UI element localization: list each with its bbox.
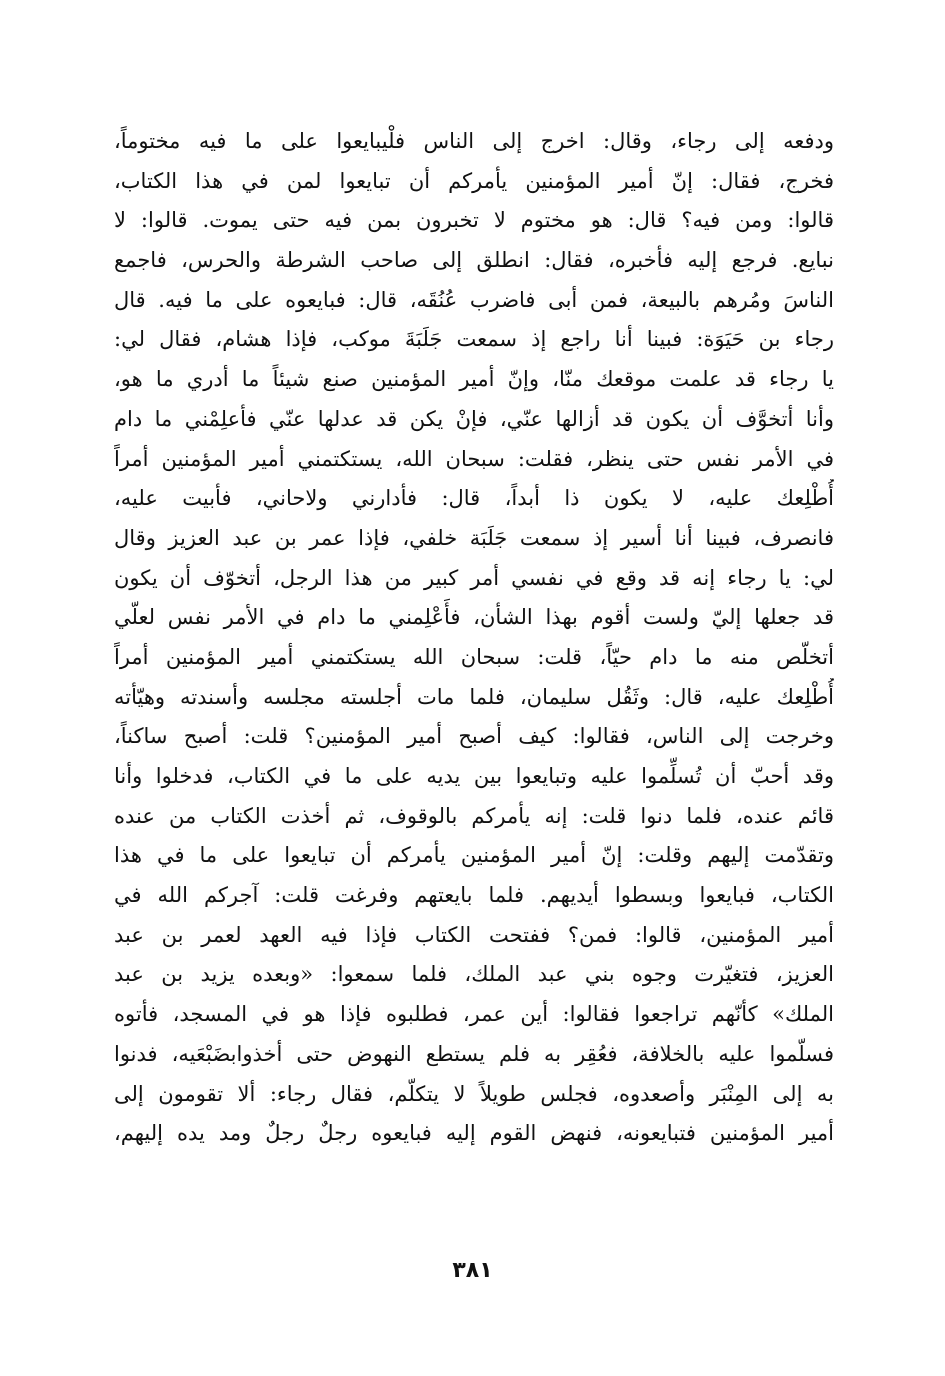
text-line-12: لي: يا رجاء إنه قد وقع في نفسي أمر كبير من هذا الرجل، أتخوّف أن يكون [114, 565, 834, 590]
text-line-1: ودفعه إلى رجاء، وقال: اخرج إلى الناس فلْيبايعوا على ما فيه مختوماً، [114, 129, 834, 153]
text-line-11: فانصرف، فبينا أنا أسير إذ سمعت جَلَبَة خلفي، فإذا عمر بن عبد العزيز وقال [114, 525, 834, 550]
text-line-4: نبايع. فرجع إليه فأخبره، فقال: انطلق إلى صاحب الشرطة والحرس، فاجمع [114, 248, 834, 273]
text-line-23: الملك» كأنّهم تراجعوا فقالوا: أين عمر، فطلبوه فإذا هو في المسجد، فأتوه [114, 1002, 834, 1027]
text-line-6: رجاء بن حَيَوَة: فبينا أنا راجع إذ سمعت جَلَبَةَ موكب، فإذا هشام، فقال لي: [114, 327, 834, 352]
text-line-22: العزيز، فتغيّرت وجوه بني عبد الملك، فلما سمعوا: «وبعده يزيد بن عبد [114, 962, 834, 987]
text-line-13: قد جعلها إليّ ولست أقوم بهذا الشأن، فأَعْلِمني ما دام في الأمر نفس لعلّي [114, 605, 834, 630]
text-line-26: أمير المؤمنين فتبايعونه، فنهض القوم إليه فبايعوه رجلٌ رجلٌ ومد يده إليهم، [114, 1121, 834, 1146]
text-line-24: فسلّموا عليه بالخلافة، فعُقِر به فلم يستطع النهوض حتى أخذوابضَبْعَيه، فدنوا [114, 1041, 834, 1066]
text-line-5: الناسَ ومُرهم بالبيعة، فمن أبى فاضرب عُنُقَه، قال: فبايعوه على ما فيه. قال [114, 287, 834, 312]
text-line-14: أتخلّص منه ما دام حيّاً، قلت: سبحان الله يستكتمني أمير المؤمنين أمراً [114, 644, 834, 669]
text-line-10: أُطْلِعك عليه، لا يكون ذا أبداً، قال: فأدارني ولاحاني، فأبيت عليه، [114, 486, 834, 511]
text-line-16: وخرجت إلى الناس، فقالوا: كيف أصبح أمير المؤمنين؟ قلت: أصبح ساكناً، [114, 724, 834, 749]
text-line-15: أُطْلِعك عليه، قال: وثَقُل سليمان، فلما مات أجلسته مجلسه وأسندته وهيّأته [114, 684, 834, 709]
text-line-8: وأنا أتخوَّف أن يكون قد أزالها عنّي، فإنْ يكن قد عدلها عنّي فأعلِمْني ما دام [114, 406, 834, 431]
body-text [114, 122, 834, 1154]
text-line-17: وقد أحبّ أن تُسلِّموا عليه وتبايعوا بين يديه على ما في الكتاب، فدخلوا وأنا [114, 764, 834, 788]
text-line-7: يا رجاء قد علمت موقعك منّا، وإنّ أمير المؤمنين صنع شيئاً ما أدري ما هو، [114, 367, 834, 392]
text-line-9: في الأمر نفس حتى ينظر، فقلت: سبحان الله، يستكتمني أمير المؤمنين أمراً [114, 446, 834, 471]
text-line-2: فخرج، فقال: إنّ أمير المؤمنين يأمركم أن تبايعوا لمن في هذا الكتاب، [114, 168, 834, 193]
text-line-3: قالوا: ومن فيه؟ قال: هو مختوم لا تخبرون بمن فيه حتى يموت. قالوا: لا [114, 208, 834, 233]
text-line-19: وتقدّمت إليهم وقلت: إنّ أمير المؤمنين يأمركم أن تبايعوا على ما في هذا [114, 843, 834, 868]
text-line-20: الكتاب، فبايعوا وبسطوا أيديهم. فلما بايعتهم وفرغت قلت: آجركم الله في [114, 883, 834, 908]
text-line-25: به إلى المِنْبَر وأصعدوه، فجلس طويلاً لا يتكلّم، فقال رجاء: ألا تقومون إلى [114, 1081, 834, 1106]
text-line-21: أمير المؤمنين، قالوا: فمن؟ ففتحت الكتاب فإذا فيه العهد لعمر بن عبد [114, 922, 834, 947]
page-number: ٣٨١ [452, 1258, 493, 1283]
text-line-18: قائم عنده، فلما دنوا قلت: إنه يأمركم بالوقوف، ثم أخذت الكتاب من عنده [114, 803, 834, 828]
